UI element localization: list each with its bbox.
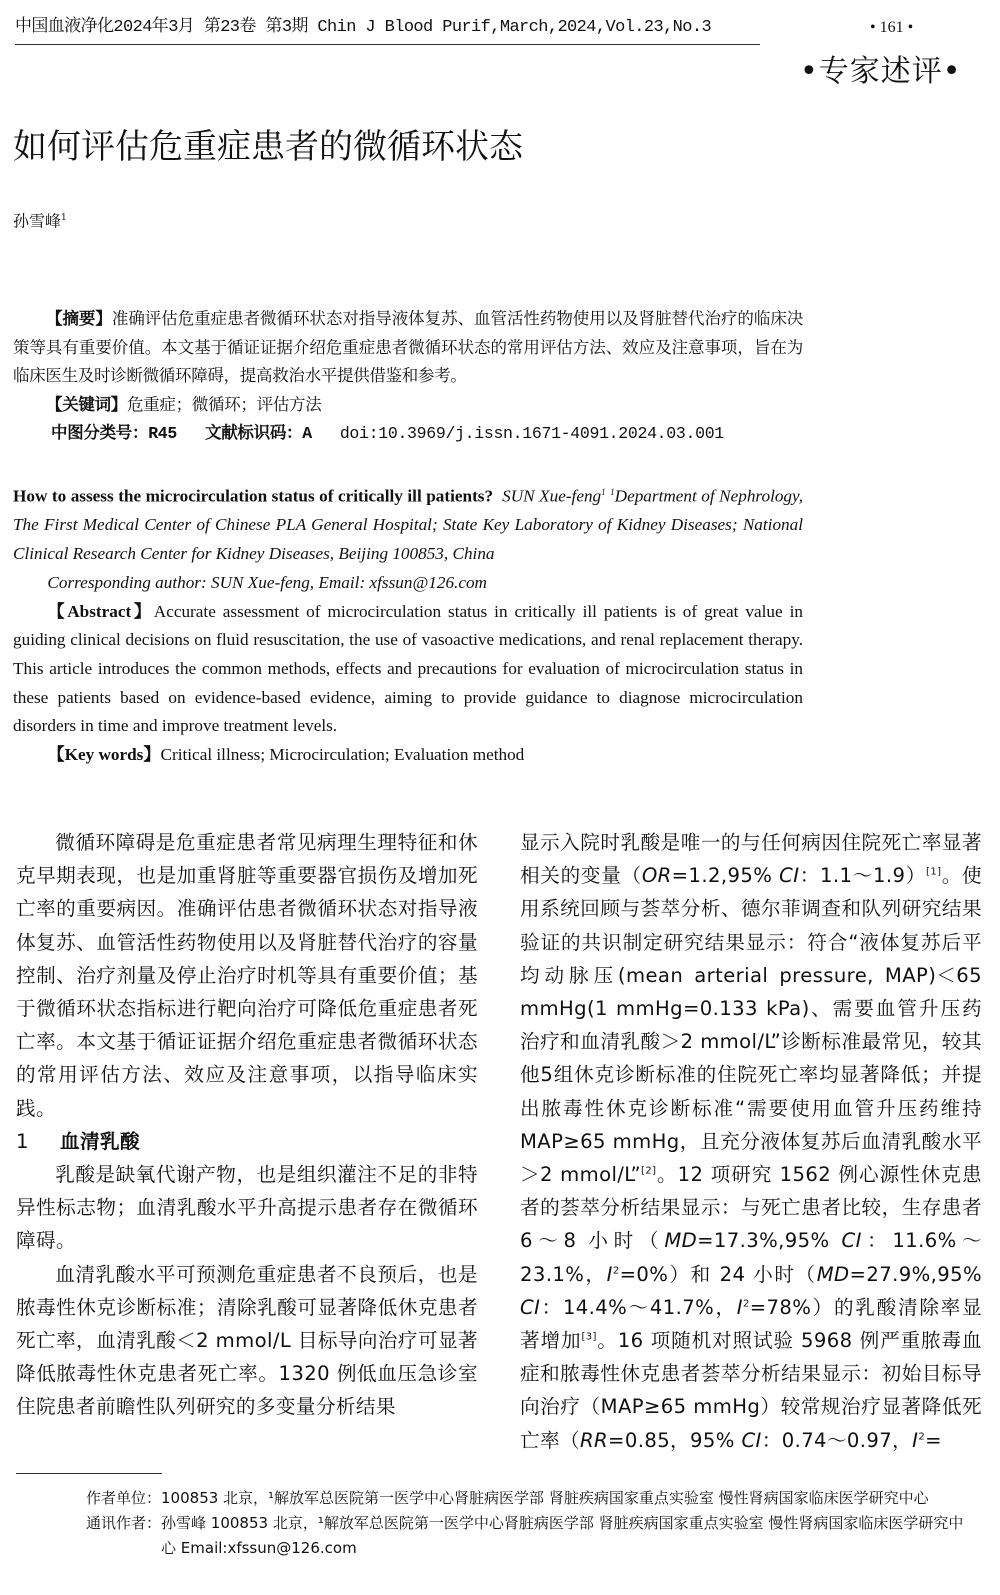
citation-ref[interactable]: [2] — [641, 1165, 657, 1177]
section-number: 1 — [16, 1129, 29, 1153]
footnotes — [86, 1486, 966, 1561]
footnote-divider — [16, 1473, 162, 1474]
text-run: = — [925, 1428, 942, 1452]
chinese-abstract — [13, 305, 803, 449]
text-run: 。12 项研究 1562 例心源性休克患者的荟萃分析结果显示：与死亡患者比较，生存患者 6～8 小时（ — [520, 1163, 982, 1253]
footnote-corr-text: 孙雪峰 100853 北京，¹解放军总医院第一医学中心肾脏病医学部 肾脏疾病国家重点实验室 慢性肾病国家临床医学研究中心 Email:xfssun@126.com — [161, 1514, 964, 1557]
body-column-right — [520, 826, 982, 1457]
section-title: 血清乳酸 — [60, 1129, 140, 1153]
article-title: 如何评估危重症患者的微循环状态 — [13, 127, 523, 167]
stat-i2: I — [736, 1295, 743, 1319]
cn-keywords-label: 【关键词】 — [46, 394, 128, 414]
stat-i2: I — [606, 1262, 613, 1286]
cn-keywords-para — [13, 391, 803, 420]
classification-line — [13, 419, 803, 449]
en-abstract-para — [13, 598, 803, 742]
text-run: 。16 项随机对照试验 5968 例严重脓毒血症和脓毒性休克患者荟萃分析结果显示：初始目标导向治疗（MAP≥65 mmHg）较常规治疗显著降低死亡率（ — [520, 1329, 983, 1452]
text-run: =0%）和 24 小时（ — [619, 1262, 817, 1286]
citation-ref[interactable]: [3] — [581, 1331, 597, 1343]
column-tag: •专家述评• — [800, 54, 962, 89]
intro-paragraph: 微循环障碍是危重症患者常见病理生理特征和休克早期表现，也是加重肾脏等重要器官损伤及增加死亡率的重要病因。准确评估患者微循环状态对指导液体复苏、血管活性药物使用以及肾脏替代治疗的容量控制、治疗剂量及停止治疗时机等具有重要价值；基于微循环状态指标进行靶向治疗可降低危重症患者死亡率。本文基于循证证据介绍危重症患者微循环状态的常用评估方法、效应及注意事项，以指导临床实践。 — [16, 831, 478, 1120]
stat-ci: CI — [741, 1428, 762, 1452]
cn-keywords-text: 危重症；微循环；评估方法 — [127, 394, 322, 414]
section-heading — [16, 1125, 478, 1158]
footnote-corr-label: 通讯作者： — [86, 1514, 162, 1532]
stat-ci: CI — [520, 1295, 541, 1319]
text-run: ：11.6%～23.1%， — [520, 1229, 982, 1286]
running-header: 中国血液净化2024年3月 第23卷 第3期 Chin J Blood Purif,March,2024,Vol.23,No.3 — [15, 14, 760, 45]
cn-abstract-para — [13, 305, 803, 391]
en-abstract-label: 【Abstract】 — [47, 601, 154, 621]
en-keywords-text: Critical illness; Microcirculation; Evaluation method — [160, 745, 525, 765]
cn-abstract-label: 【摘要】 — [46, 309, 112, 328]
en-affiliation: Department of Nephrology, The First Medical Center of Chinese PLA General Hospital; State Key Laboratory of Kidney Diseases; National Clinical Research Center for Kidney Diseases, Beijing 100853, China — [13, 486, 804, 564]
en-abstract-text: Accurate assessment of microcirculation status in critically ill patients is of great value in guiding clinical decisions on fluid resuscitation, the use of vasoactive medications, and renal replacement therapy. This article introduces the common methods, effects and precautions for evaluation of microcirculation status in these patients based on evidence-based evidence, aiming to provide guidance to diagnose microcirculation disorders in time and improve treatment levels. — [13, 601, 803, 736]
author-affil-mark: 1 — [61, 213, 67, 223]
footnote-affil-text: 100853 北京，¹解放军总医院第一医学中心肾脏病医学部 肾脏疾病国家重点实验室 慢性肾病国家临床医学研究中心 — [161, 1489, 929, 1507]
text-run: =27.9%,95% — [849, 1262, 982, 1286]
footnote-affiliation — [86, 1486, 966, 1511]
en-keywords-para — [13, 741, 803, 770]
text-run: 。使用系统回顾与荟萃分析、德尔菲调查和队列研究结果验证的共识制定研究结果显示：符合“液体复苏后平均动脉压(mean arterial pressure, MAP)＜65 mmHg(1 mmHg=0.133 kPa)、需要血管升压药治疗和血清乳酸＞2 mmol/L”诊断标准最常见，较其他5组休克诊断标准的住院死亡率均显著降低；并提出脓毒性休克诊断标准“需要使用血管升压药维持MAP≥65 mmHg，且充分液体复苏后血清乳酸水平＞2 mmol/L” — [520, 864, 982, 1187]
en-title-para — [13, 478, 803, 569]
english-abstract — [13, 478, 803, 770]
stat-ci: CI — [779, 864, 800, 888]
page-number: • 161 • — [870, 19, 914, 36]
body-paragraph-continued: 显示入院时乳酸是唯一的与任何病因住院死亡率显著相关的变量（OR=1.2,95% CI：1.1～1.9）[1]。使用系统回顾与荟萃分析、德尔菲调查和队列研究结果验证的共识制定研究结果显示：符合“液体复苏后平均动脉压(mean arterial pressure, MAP)＜65 mmHg(1 mmHg=0.133 kPa)、需要血管升压药治疗和血清乳酸＞2 mmol/L”诊断标准最常见，较其他5组休克诊断标准的住院死亡率均显著降低；并提出脓毒性休克诊断标准“需要使用血管升压药维持MAP≥65 mmHg，且充分液体复苏后血清乳酸水平＞2 mmol/L”[2]。12 项研究 1562 例心源性休克患者的荟萃分析结果显示：与死亡患者比较，生存患者 6～8 小时（MD=17.3%,95% CI：11.6%～23.1%，$I^2=0\%$）和 24 小时（MD=27.9%,95% CI：14.4%～41.7%，$I^2=78\%$）的乳酸清除率显著增加[3]。16 项随机对照试验 5968 例严重脓毒血症和脓毒性休克患者荟萃分析结果显示：初始目标导向治疗（MAP≥65 mmHg）较常规治疗显著降低死亡率（RR=0.85，95% CI：0.74～0.97，$I^2=$ — [520, 831, 983, 1452]
stat-md: MD — [664, 1229, 698, 1253]
body-paragraph: 血清乳酸水平可预测危重症患者不良预后，也是脓毒性休克诊断标准；清除乳酸可显著降低休克患者死亡率，血清乳酸＜2 mmol/L 目标导向治疗可显著降低脓毒性休克患者死亡率。1320 例低血压急诊室住院患者前瞻性队列研究的多变量分析结果 — [16, 1262, 478, 1419]
text-run: =17.3%,95% — [697, 1229, 842, 1253]
text-run: =0.85，95% — [608, 1428, 742, 1452]
stat-ci: CI — [841, 1229, 862, 1253]
en-keywords-label: 【Key words】 — [47, 745, 161, 765]
stat-md: MD — [816, 1262, 850, 1286]
author-line — [13, 206, 67, 233]
text-run: ：1.1～1.9） — [799, 864, 927, 888]
doc-code-value: A — [302, 424, 312, 443]
body-paragraph: 乳酸是缺氧代谢产物，也是组织灌注不足的非特异性标志物；血清乳酸水平升高提示患者存在微循环障碍。 — [16, 1163, 478, 1253]
citation-ref[interactable]: [1] — [926, 866, 942, 878]
clc-value: R45 — [148, 424, 178, 443]
clc-label: 中图分类号： — [51, 423, 149, 442]
en-corresponding: Corresponding author: SUN Xue-feng, Email: xfssun@126.com — [47, 572, 487, 592]
text-run: 显示入院时乳酸是唯一的与任何病因住院死亡率显著相关的变量（ — [520, 831, 982, 888]
text-run: ：14.4%～41.7%， — [540, 1295, 737, 1319]
stat-rr: RR — [579, 1428, 609, 1452]
author-name: 孙雪峰 — [13, 211, 62, 231]
cn-abstract-text: 准确评估危重症患者微循环状态对指导液体复苏、血管活性药物使用以及肾脏替代治疗的临床决策等具有重要价值。本文基于循证证据介绍危重症患者微循环状态的常用评估方法、效应及注意事项，旨在为临床医生及时诊断微循环障碍，提高救治水平提供借鉴和参考。 — [13, 309, 803, 385]
en-title: How to assess the microcirculation status of critically ill patients? — [13, 486, 494, 506]
text-run: =78%）的乳酸清除率显著增加 — [520, 1295, 982, 1353]
stat-i2: I — [912, 1428, 919, 1452]
doc-code-label: 文献标识码： — [205, 423, 303, 442]
body-column-left — [16, 826, 478, 1424]
footnote-affil-label: 作者单位： — [86, 1489, 162, 1507]
footnote-corresponding — [86, 1511, 966, 1561]
stat-or: OR — [641, 864, 672, 888]
text-run: =1.2,95% — [671, 864, 780, 888]
text-run: ：0.74～0.97， — [761, 1428, 913, 1452]
en-author-mark: 1 — [601, 487, 606, 497]
en-author: SUN Xue-feng — [502, 486, 602, 506]
doi-link[interactable]: doi:10.3969/j.issn.1671-4091.2024.03.001 — [339, 424, 724, 443]
en-affil-mark: 1 — [610, 487, 615, 497]
